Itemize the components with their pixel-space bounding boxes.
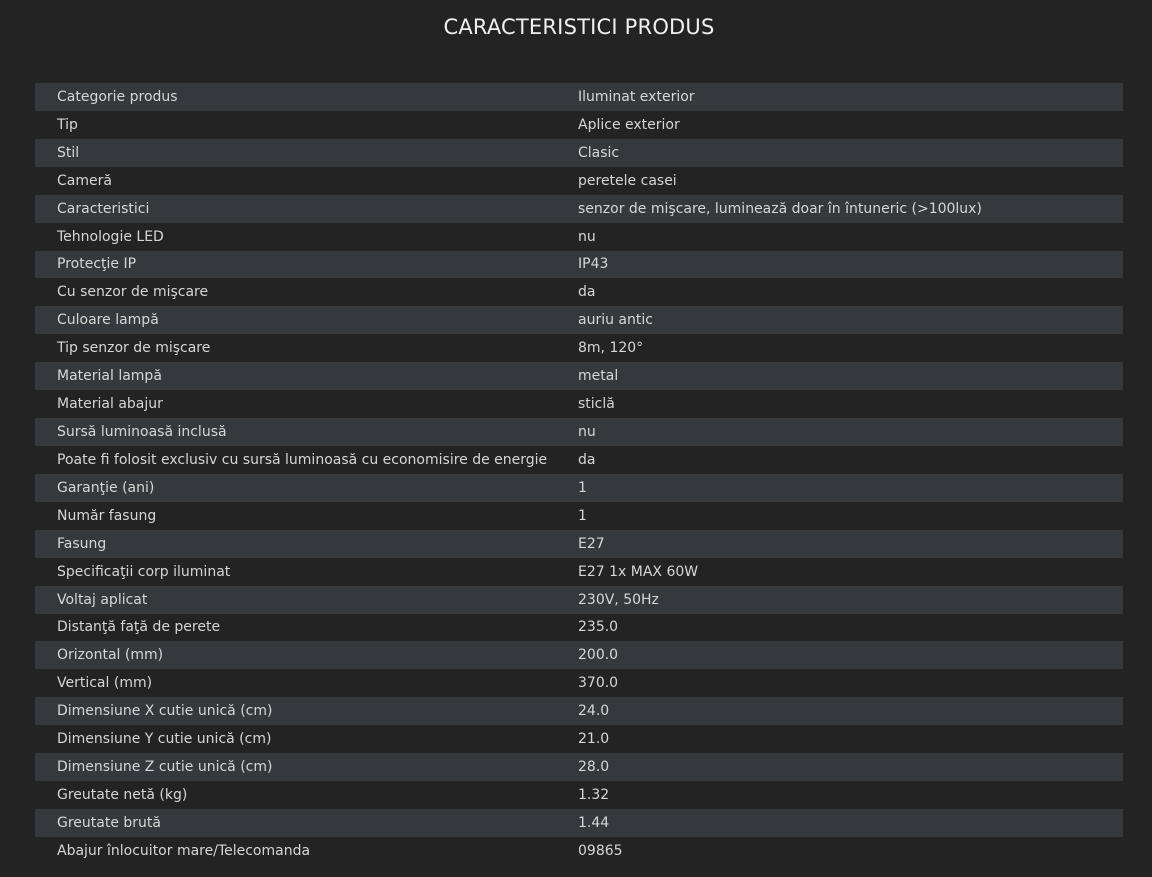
spec-label: Stil (57, 144, 80, 161)
spec-label: Specificaţii corp iluminat (57, 563, 231, 580)
spec-value: peretele casei (578, 172, 677, 189)
table-row (35, 111, 1123, 139)
spec-value: 09865 (578, 842, 623, 859)
table-row (35, 362, 1123, 390)
table-row (35, 167, 1123, 195)
spec-label: Fasung (57, 535, 107, 552)
spec-label: Cameră (57, 172, 112, 189)
spec-value: 230V, 50Hz (578, 591, 659, 608)
spec-label: Abajur înlocuitor mare/Telecomanda (57, 842, 311, 859)
spec-value: 21.0 (578, 731, 610, 748)
table-row (35, 697, 1123, 725)
spec-label: Număr fasung (57, 507, 157, 524)
table-row (35, 474, 1123, 502)
spec-value: 24.0 (578, 703, 610, 720)
spec-value: 1.32 (578, 787, 610, 803)
table-row (35, 586, 1123, 614)
spec-value: 235.0 (578, 619, 619, 636)
table-row (35, 753, 1123, 781)
spec-label: Dimensiune X cutie unică (cm) (57, 703, 273, 720)
spec-label: Tehnologie LED (57, 228, 164, 245)
spec-value: da (578, 284, 596, 301)
table-row (35, 669, 1123, 697)
table-row (35, 306, 1123, 334)
spec-value: 1.44 (578, 814, 610, 831)
spec-value: Aplice exterior (578, 116, 680, 133)
spec-table-body (35, 83, 1123, 865)
table-row (35, 837, 1123, 865)
spec-value: E27 1x MAX 60W (578, 563, 699, 580)
table-row (35, 809, 1123, 837)
spec-value: sticlă (578, 396, 615, 413)
page-title: CARACTERISTICI PRODUS (443, 15, 715, 39)
table-row (35, 502, 1123, 530)
spec-value: Clasic (578, 144, 620, 161)
spec-value: 1 (578, 507, 587, 524)
table-row (35, 641, 1123, 669)
spec-value: 1 (578, 479, 587, 496)
table-row (35, 558, 1123, 586)
spec-value: metal (578, 368, 619, 385)
table-row (35, 530, 1123, 558)
spec-value: 370.0 (578, 675, 619, 692)
spec-label: Dimensiune Z cutie unică (cm) (57, 759, 273, 776)
spec-value: IP43 (578, 256, 609, 273)
table-row (35, 83, 1123, 111)
table-row (35, 614, 1123, 642)
table-row (35, 195, 1123, 223)
spec-label: Cu senzor de mişcare (57, 284, 209, 301)
table-row (35, 725, 1123, 753)
table-row (35, 781, 1123, 809)
spec-label: Material abajur (57, 396, 163, 413)
table-row (35, 139, 1123, 167)
table-row (35, 251, 1123, 279)
spec-value: nu (578, 424, 596, 441)
table-row (35, 390, 1123, 418)
table-row (35, 223, 1123, 251)
spec-label: Tip senzor de mişcare (57, 340, 211, 357)
spec-label: Caracteristici (57, 200, 150, 217)
spec-value: senzor de mişcare, luminează doar în întuneric (>100lux) (578, 200, 982, 217)
spec-value: 28.0 (578, 759, 610, 776)
spec-label: Garanţie (ani) (57, 479, 155, 496)
spec-label: Categorie produs (57, 88, 178, 105)
table-row (35, 278, 1123, 306)
spec-label: Protecţie IP (57, 256, 137, 273)
spec-label: Distanţă faţă de perete (57, 619, 221, 636)
spec-label: Greutate netă (kg) (57, 787, 188, 803)
spec-label: Material lampă (57, 368, 162, 385)
spec-label: Voltaj aplicat (57, 591, 148, 608)
spec-label: Sursă luminoasă inclusă (57, 424, 227, 441)
spec-value: auriu antic (578, 312, 653, 329)
table-row (35, 334, 1123, 362)
spec-value: E27 (578, 535, 605, 552)
spec-label: Vertical (mm) (57, 675, 153, 692)
spec-label: Culoare lampă (57, 312, 159, 329)
spec-value: nu (578, 228, 596, 245)
spec-table (35, 83, 1123, 865)
spec-value: da (578, 451, 596, 468)
spec-label: Greutate brută (57, 814, 161, 831)
spec-value: Iluminat exterior (578, 88, 695, 105)
spec-label: Poate fi folosit exclusiv cu sursă luminoasă cu economisire de energie (57, 451, 548, 468)
spec-value: 8m, 120° (578, 340, 644, 357)
spec-label: Tip (57, 116, 78, 133)
table-row (35, 418, 1123, 446)
spec-label: Orizontal (mm) (57, 647, 164, 664)
spec-label: Dimensiune Y cutie unică (cm) (57, 731, 272, 748)
spec-value: 200.0 (578, 647, 619, 664)
table-row (35, 446, 1123, 474)
